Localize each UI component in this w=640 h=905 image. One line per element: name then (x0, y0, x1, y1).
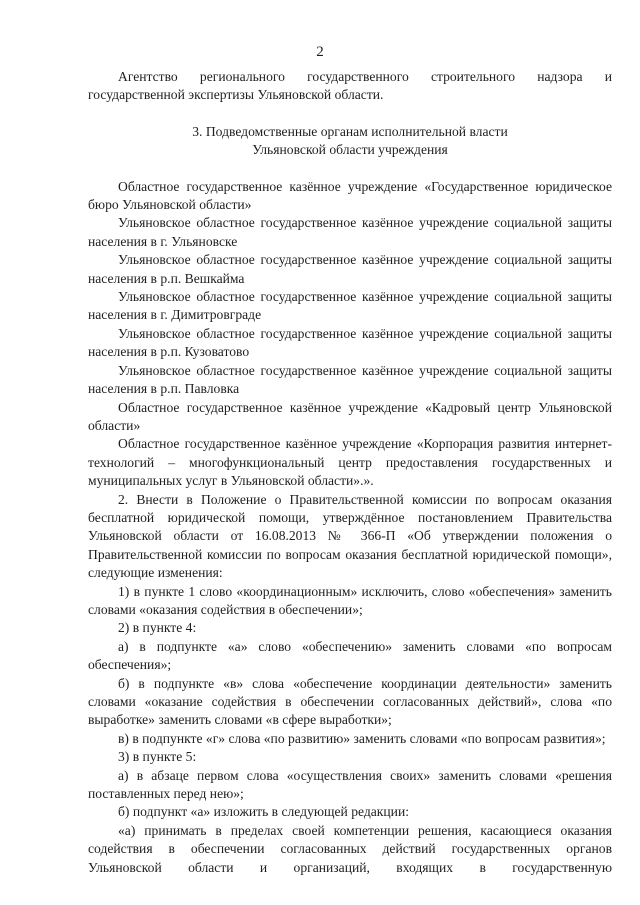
paragraph: б) в подпункте «в» слова «обеспечение координации деятельности» заменить словами «оказание содействия в обеспечении согласованных действий», слова «по выработке» заменить словами «в сфере выработки»; (88, 675, 612, 728)
paragraph: Ульяновское областное государственное казённое учреждение социальной защиты населения в г. Ульяновске (88, 215, 612, 249)
page-number: 2 (316, 44, 324, 60)
paragraph: 3) в пункте 5: (118, 749, 197, 765)
paragraph: Ульяновское областное государственное казённое учреждение социальной защиты населения в р.п. Вешкайма (88, 252, 612, 286)
section-heading-line-2: Ульяновской области учреждения (252, 142, 448, 158)
paragraph: а) в подпункте «а» слово «обеспечению» заменить словами «по вопросам обеспечения»; (88, 638, 612, 673)
paragraph: Ульяновское областное государственное казённое учреждение социальной защиты населения в р.п. Кузоватово (88, 325, 612, 360)
paragraph: Областное государственное казённое учреждение «Государственное юридическое бюро Ульяновской области» (88, 178, 612, 213)
paragraph: 2) в пункте 4: (118, 620, 197, 636)
paragraph: б) подпункт «а» изложить в следующей редакции: (118, 804, 410, 820)
section-heading-line-1: 3. Подведомственные органам исполнительной власти (192, 123, 508, 139)
paragraph: в) в подпункте «г» слова «по развитию» заменить словами «по вопросам развития»; (118, 730, 606, 746)
paragraph: Областное государственное казённое учреждение «Корпорация развития интернет-технологий – многофункциональный центр предоставления государственных и муниципальных услуг в Ульяновской области».». (88, 436, 612, 489)
document-body (88, 68, 612, 877)
paragraph: Ульяновское областное государственное казённое учреждение социальной защиты населения в г. Димитровграде (88, 289, 612, 323)
paragraph: а) в абзаце первом слова «осуществления своих» заменить словами «решения поставленных перед нею»; (88, 767, 612, 802)
paragraph: «а) принимать в пределах своей компетенции решения, касающиеся оказания содействия в обеспечении согласованных действий государственных органов Ульяновской области и организаций, входящих в государственную (88, 822, 612, 875)
paragraph: 1) в пункте 1 слово «координационным» исключить, слово «обеспечения» заменить словами «оказания содействия в обеспечении»; (88, 583, 612, 617)
agency-paragraph: Агентство регионального государственного строительного надзора и государственной экспертизы Ульяновской области. (88, 69, 612, 103)
paragraph: Областное государственное казённое учреждение «Кадровый центр Ульяновской области» (88, 399, 612, 433)
paragraph: Ульяновское областное государственное казённое учреждение социальной защиты населения в р.п. Павловка (88, 362, 612, 397)
paragraph: 2. Внести в Положение о Правительственной комиссии по вопросам оказания бесплатной юридической помощи, утверждённое постановлением Правительства Ульяновской области от 16.08.2013 № 366-П «Об утверждении положения о Правительственной комиссии по вопросам оказания бесплатной юридической помощи», следующие изменения: (88, 491, 612, 581)
